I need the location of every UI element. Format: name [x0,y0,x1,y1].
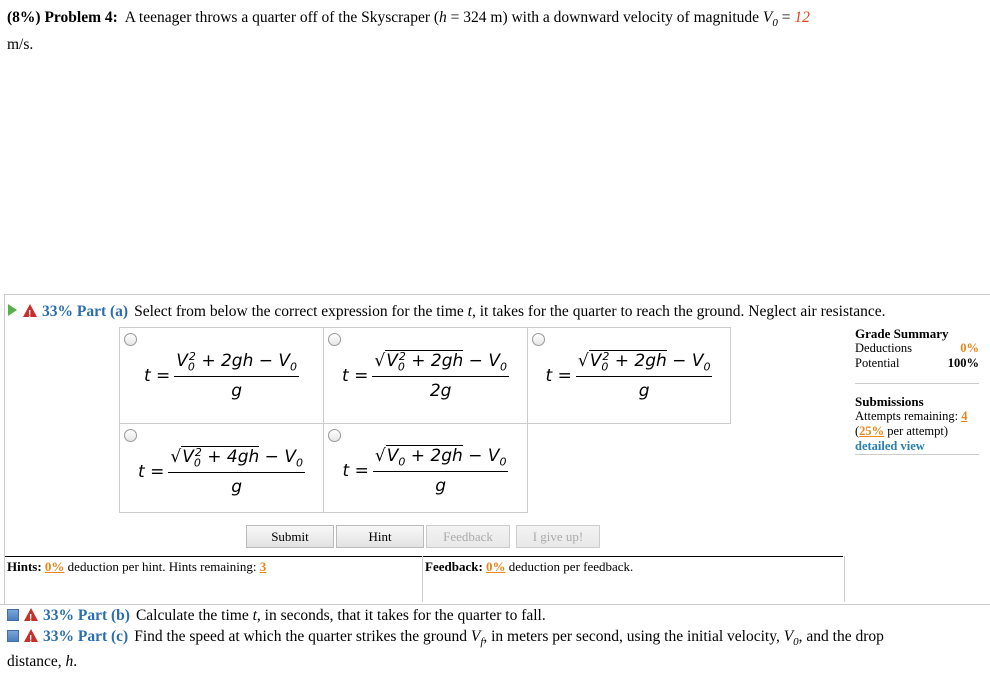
per-attempt-text: per attempt) [887,424,949,438]
attempts-label: Attempts remaining: [855,409,959,423]
potential-value: 100% [947,356,979,370]
part-c-text-a: Find the speed at which the quarter strikes the ground [134,628,471,645]
velocity-unit: m/s. [7,36,34,54]
radio-button[interactable] [328,333,341,346]
equals-sign: = [777,9,795,26]
give-up-button: I give up! [516,525,600,548]
feedback-button: Feedback [426,525,510,548]
hints-info [7,559,266,575]
submit-button[interactable]: Submit [246,525,334,548]
radio-button[interactable] [124,429,137,442]
formula: t = $\frac{V_0^2 + 2gh - V_0}{g}$ [143,350,298,402]
problem-text-a: A teenager throws a quarter off of the Skyscraper ( [124,9,440,26]
part-b-text-a: Calculate the time [135,607,253,624]
radio-button[interactable] [532,333,545,346]
radio-button[interactable] [124,333,137,346]
time-variable: t [467,303,472,320]
part-a-header [8,302,978,322]
part-c-text-d: distance, [7,653,66,671]
per-attempt-pct: 25% [859,424,885,438]
collapse-icon[interactable] [7,609,19,621]
grade-summary: Grade Summary Deductions 0% Potential 100% Submissions Attempts remaining: 4 (25% per attempt) detailed view [855,326,979,453]
problem-statement [7,7,977,55]
deductions-label: Deductions [855,341,912,355]
v0-subscript: 0 [772,17,778,30]
choice-b[interactable] [323,327,528,424]
deductions-value: 0% [960,341,979,355]
warning-icon [23,304,37,317]
v0-variable: V [783,628,794,645]
potential-label: Potential [855,356,900,370]
feedback-info [425,559,633,575]
hints-label: Hints: [7,559,42,574]
submissions-title: Submissions [855,394,924,409]
v0-value: 12 [794,9,810,26]
hints-text: deduction per hint. Hints remaining: [67,559,257,574]
formula: t = $\frac{√V_0 + 2gh - V_0}{g}$ [342,446,507,497]
part-c-text-e: . [73,653,78,671]
hint-button[interactable]: Hint [336,525,424,548]
part-c-text-b: , in meters per second, using the initial velocity, [483,628,784,645]
detailed-view-link[interactable]: detailed view [855,439,925,453]
v0-subscript: 0 [793,636,799,649]
section-divider [0,604,990,605]
part-b-percent: 33% Part (b) [43,607,130,624]
v0-variable: V [762,9,773,26]
grade-summary-title: Grade Summary [855,326,949,341]
feedback-pct: 0% [486,559,506,574]
part-a-text-b: , it takes for the quarter to reach the ground. Neglect air resistance. [471,303,886,320]
vf-subscript: f [480,636,484,649]
expand-arrow-icon[interactable] [8,304,17,316]
problem-text-b: = 324 m) with a downward velocity of magnitude [446,9,763,26]
part-c-text-c: , and the drop [798,628,884,645]
hints-remaining: 3 [259,559,267,574]
choice-e[interactable] [323,423,528,513]
part-b-text-b: , in seconds, that it takes for the quarter to fall. [256,607,546,624]
choice-a[interactable] [119,327,324,424]
collapse-icon[interactable] [7,630,19,642]
choice-d[interactable] [119,423,324,513]
part-a-text-a: Select from below the correct expression for the time [134,303,468,320]
height-variable: h [65,653,74,671]
hints-pct: 0% [44,559,65,574]
part-c-percent: 33% Part (c) [43,628,129,645]
part-a-percent: 33% Part (a) [42,303,129,320]
part-b-header[interactable] [7,606,982,626]
part-c-header[interactable] [7,627,982,672]
formula: t = $\frac{√V_0^2 + 4gh - V_0}{g}$ [138,446,303,498]
problem-title: (8%) Problem 4: [7,9,118,26]
feedback-text: deduction per feedback. [508,559,634,574]
choice-c[interactable] [527,327,731,424]
height-variable: h [439,9,447,26]
vf-variable: V [470,628,481,645]
feedback-label: Feedback: [425,559,483,574]
warning-icon [24,608,38,621]
attempts-value: 4 [961,409,968,423]
radio-button[interactable] [328,429,341,442]
choice-grid [119,327,731,513]
formula: t = $\frac{√V_0^2 + 2gh - V_0}{g}$ [545,350,711,402]
time-variable: t [252,607,257,624]
formula: t = $\frac{√V_0^2 + 2gh - V_0}{2g}$ [342,350,507,402]
warning-icon [24,629,38,642]
